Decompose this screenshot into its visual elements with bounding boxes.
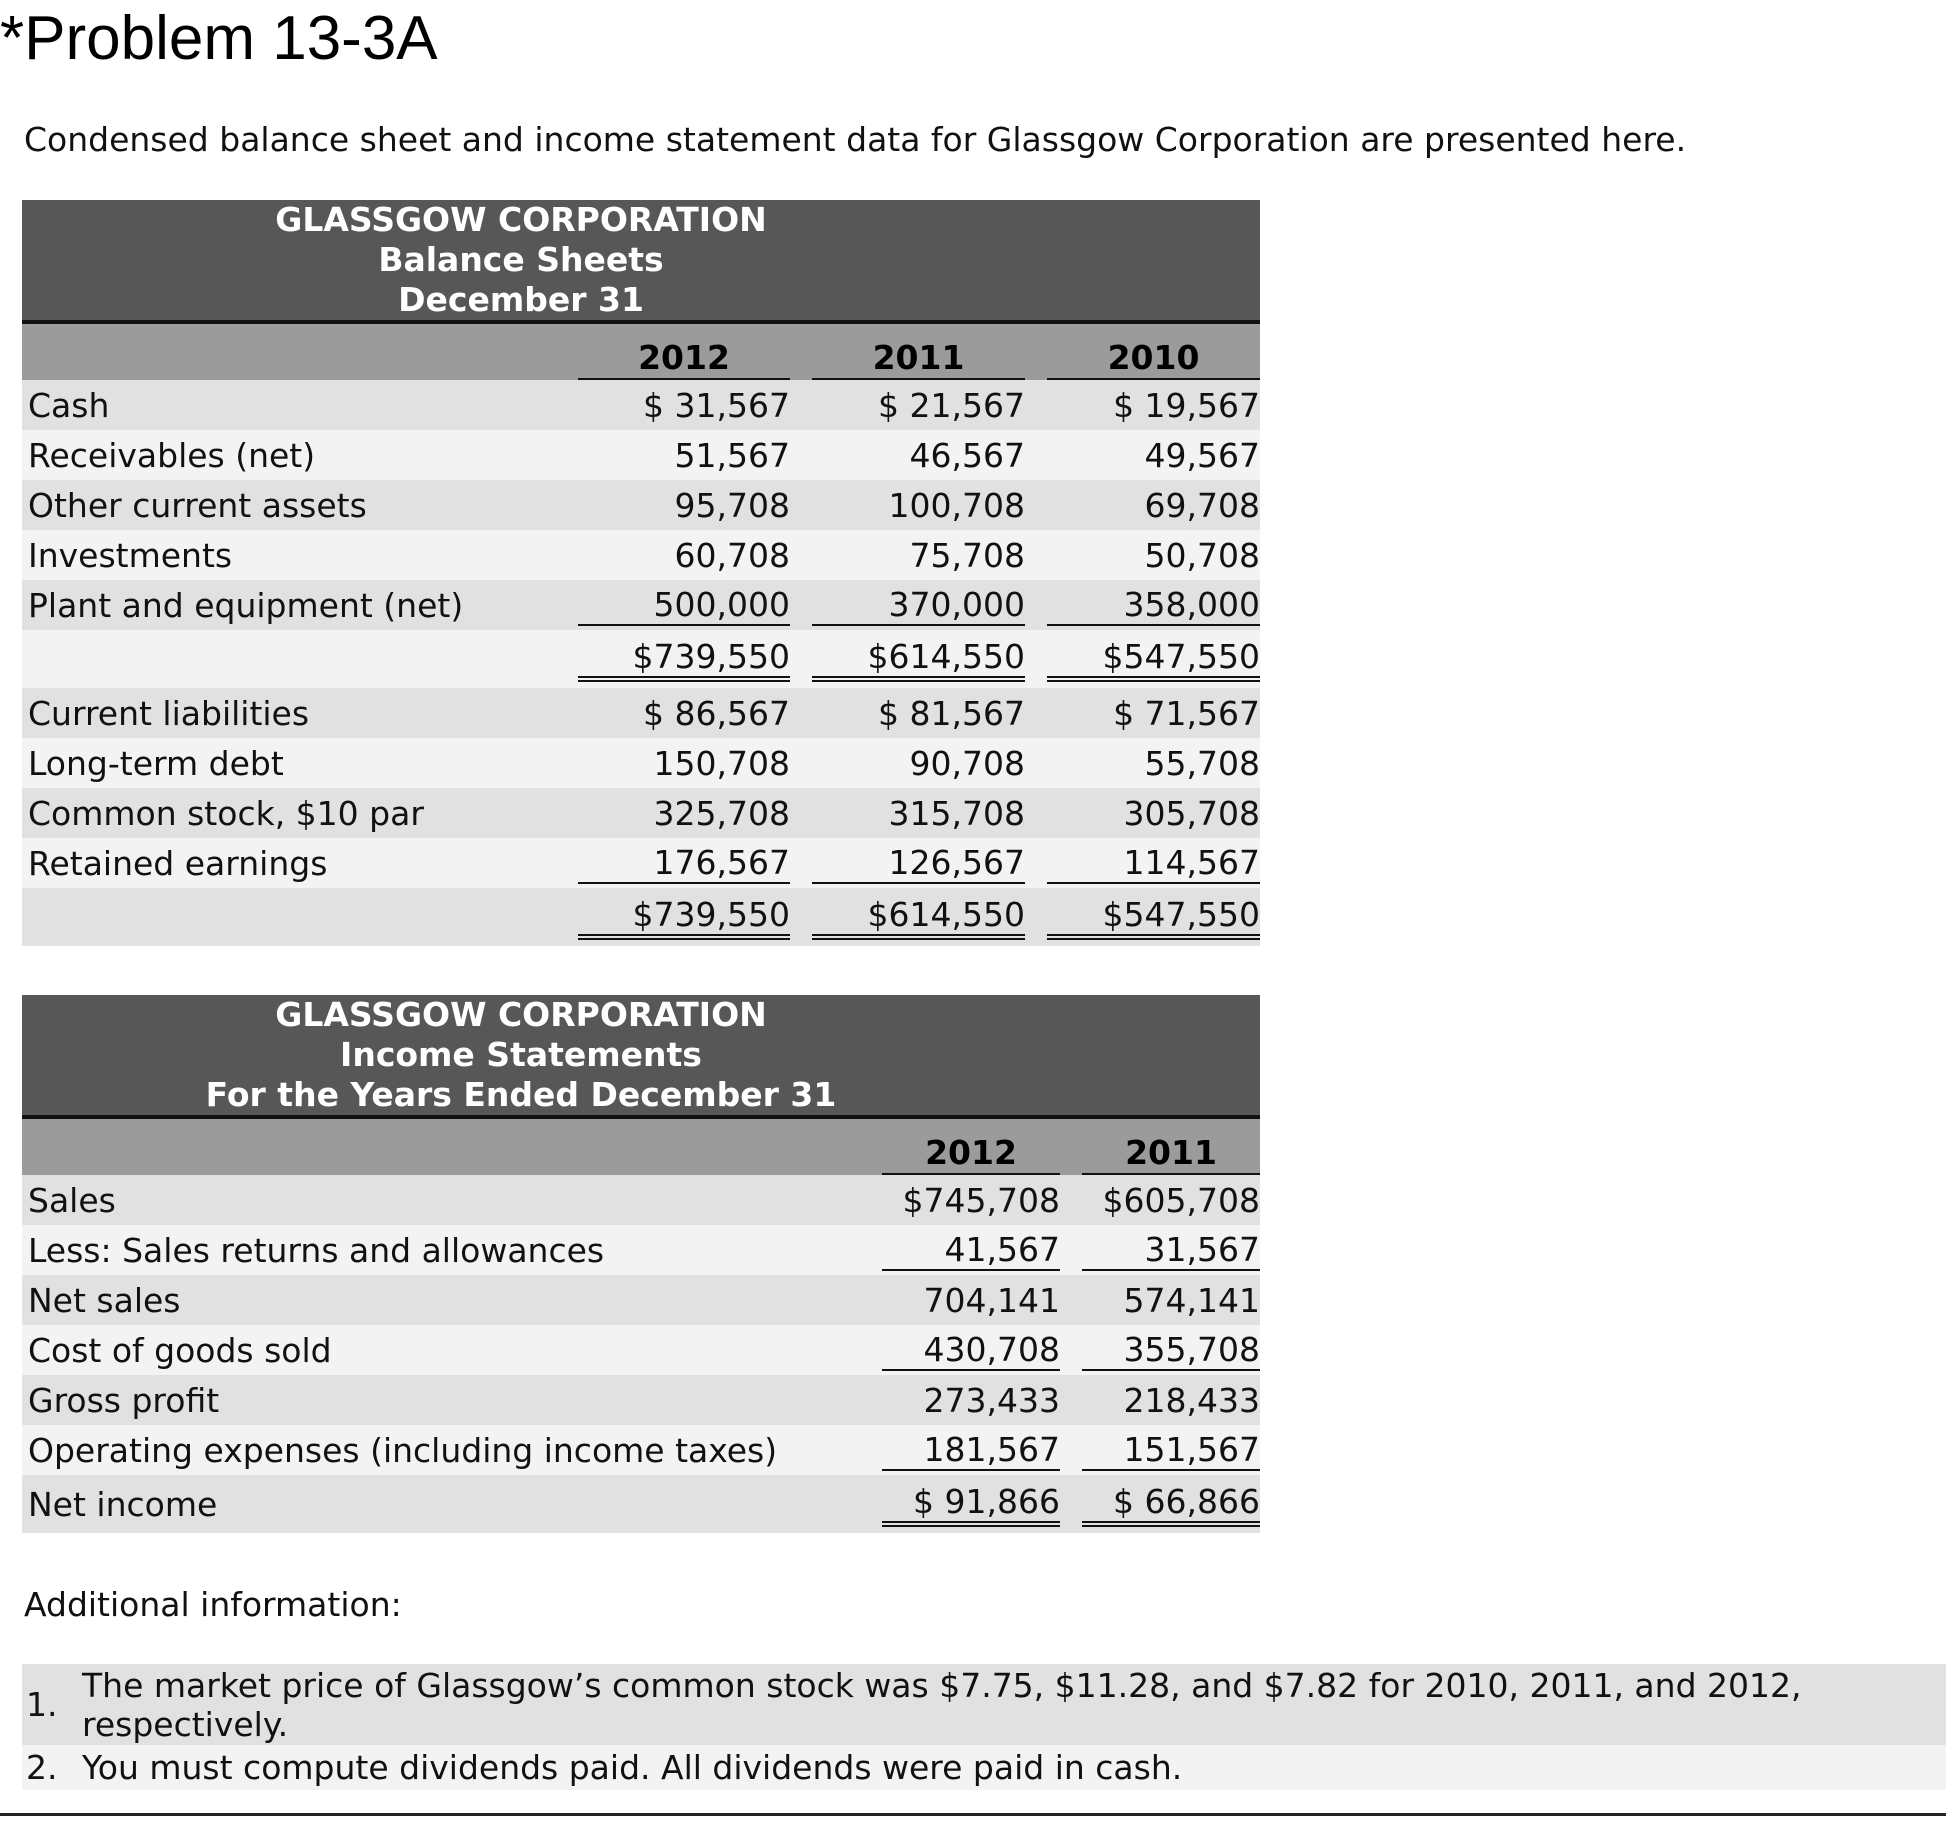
bs-statement-title: Balance Sheets	[378, 240, 664, 279]
cell-value: 90,708	[909, 743, 1025, 783]
cell-value: $ 31,567	[643, 385, 790, 425]
total-value: $547,550	[1047, 637, 1260, 682]
cell-value: 69,708	[1144, 485, 1261, 525]
cell-value: 95,708	[674, 485, 790, 525]
problem-title: *Problem 13-3A	[0, 4, 438, 73]
cell-value: 325,708	[653, 793, 790, 833]
row-label: Operating expenses (including income taxes)	[22, 1425, 860, 1475]
bs-year-header-row	[22, 322, 1260, 380]
table-row	[22, 1325, 1260, 1375]
cell-value: 150,708	[653, 743, 790, 783]
balance-sheet-header	[22, 200, 1260, 322]
additional-info-list	[22, 1664, 1946, 1790]
cell-value: 60,708	[674, 535, 790, 575]
table-row	[22, 430, 1260, 480]
cell-value: 430,708	[882, 1330, 1060, 1371]
intro-text: Condensed balance sheet and income statement data for Glassgow Corporation are presented here.	[24, 120, 1687, 159]
cell-value: $745,708	[902, 1180, 1060, 1220]
note-text: You must compute dividends paid. All dividends were paid in cash.	[82, 1748, 1183, 1787]
table-row	[22, 788, 1260, 838]
bs-year: 2012	[578, 338, 790, 380]
row-label: Other current assets	[22, 480, 556, 530]
cell-value: 75,708	[909, 535, 1025, 575]
table-row	[22, 688, 1260, 738]
cell-value: $605,708	[1102, 1180, 1260, 1220]
is-year: 2011	[1082, 1133, 1260, 1175]
table-row	[22, 580, 1260, 630]
cell-value: 50,708	[1144, 535, 1261, 575]
table-row	[22, 1225, 1260, 1275]
bs-company-name: GLASSGOW CORPORATION	[275, 200, 767, 239]
table-row	[22, 1175, 1260, 1225]
cell-value: 574,141	[1123, 1280, 1260, 1320]
table-row	[22, 838, 1260, 888]
total-value: $614,550	[812, 637, 1025, 682]
cell-value: 31,567	[1082, 1230, 1260, 1271]
is-statement-title: Income Statements	[340, 1035, 702, 1074]
table-row	[22, 380, 1260, 430]
row-label: Plant and equipment (net)	[22, 580, 556, 630]
bs-year: 2010	[1047, 338, 1260, 380]
bs-date: December 31	[398, 280, 644, 319]
cell-value: $ 71,567	[1113, 693, 1261, 733]
cell-value: 41,567	[882, 1230, 1060, 1271]
total-value: $739,550	[578, 637, 790, 682]
row-label	[22, 888, 556, 946]
table-row	[22, 738, 1260, 788]
note-number: 1.	[26, 1685, 58, 1724]
total-value: $614,550	[812, 895, 1025, 940]
is-year: 2012	[882, 1133, 1060, 1175]
cell-value: $ 21,567	[878, 385, 1025, 425]
row-label: Net income	[22, 1475, 860, 1533]
cell-value: 51,567	[674, 435, 790, 475]
note-text: The market price of Glassgow’s common stock was $7.75, $11.28, and $7.82 for 2010, 2011, and 2012, respectively.	[82, 1665, 1802, 1744]
is-company-name: GLASSGOW CORPORATION	[275, 995, 767, 1034]
table-row	[22, 1425, 1260, 1475]
cell-value: 355,708	[1082, 1330, 1260, 1371]
total-liabilities-equity-row	[22, 888, 1260, 946]
note-number: 2.	[26, 1748, 58, 1787]
cell-value: $ 81,567	[878, 693, 1025, 733]
cell-value: 218,433	[1123, 1380, 1260, 1420]
cell-value: 500,000	[578, 585, 790, 626]
income-statement-table	[22, 995, 1260, 1533]
cell-value: $ 86,567	[643, 693, 790, 733]
total-value: $ 66,866	[1082, 1482, 1260, 1527]
cell-value: 305,708	[1123, 793, 1261, 833]
row-label	[22, 630, 556, 688]
cell-value: 273,433	[923, 1380, 1060, 1420]
row-label: Sales	[22, 1175, 860, 1225]
total-assets-row	[22, 630, 1260, 688]
row-label: Less: Sales returns and allowances	[22, 1225, 860, 1275]
row-label: Current liabilities	[22, 688, 556, 738]
net-income-row	[22, 1475, 1260, 1533]
total-value: $739,550	[578, 895, 790, 940]
table-row	[22, 480, 1260, 530]
is-year-header-row	[22, 1117, 1260, 1175]
cell-value: 181,567	[882, 1430, 1060, 1471]
cell-value: 114,567	[1047, 843, 1260, 884]
cell-value: 100,708	[888, 485, 1025, 525]
income-statement-header	[22, 995, 1260, 1117]
row-label: Gross profit	[22, 1375, 860, 1425]
cell-value: 55,708	[1144, 743, 1261, 783]
is-period: For the Years Ended December 31	[205, 1075, 837, 1114]
table-row	[22, 1375, 1260, 1425]
balance-sheet-table	[22, 200, 1260, 946]
cell-value: 176,567	[578, 843, 790, 884]
cell-value: 358,000	[1047, 585, 1260, 626]
cell-value: 370,000	[812, 585, 1025, 626]
cell-value: 126,567	[812, 843, 1025, 884]
table-row	[22, 530, 1260, 580]
bs-year: 2011	[812, 338, 1025, 380]
row-label: Common stock, $10 par	[22, 788, 556, 838]
row-label: Investments	[22, 530, 556, 580]
row-label: Receivables (net)	[22, 430, 556, 480]
cell-value: 46,567	[909, 435, 1025, 475]
row-label: Net sales	[22, 1275, 860, 1325]
row-label: Cash	[22, 380, 556, 430]
table-row	[22, 1275, 1260, 1325]
cell-value: 151,567	[1082, 1430, 1260, 1471]
total-value: $547,550	[1047, 895, 1260, 940]
cell-value: 315,708	[888, 793, 1025, 833]
cell-value: 49,567	[1144, 435, 1261, 475]
cell-value: $ 19,567	[1113, 385, 1261, 425]
row-label: Long-term debt	[22, 738, 556, 788]
list-item	[22, 1745, 1946, 1790]
additional-info-heading: Additional information:	[24, 1585, 402, 1624]
row-label: Cost of goods sold	[22, 1325, 860, 1375]
bottom-divider	[0, 1813, 1946, 1816]
list-item	[22, 1664, 1946, 1745]
row-label: Retained earnings	[22, 838, 556, 888]
total-value: $ 91,866	[882, 1482, 1060, 1527]
cell-value: 704,141	[923, 1280, 1060, 1320]
